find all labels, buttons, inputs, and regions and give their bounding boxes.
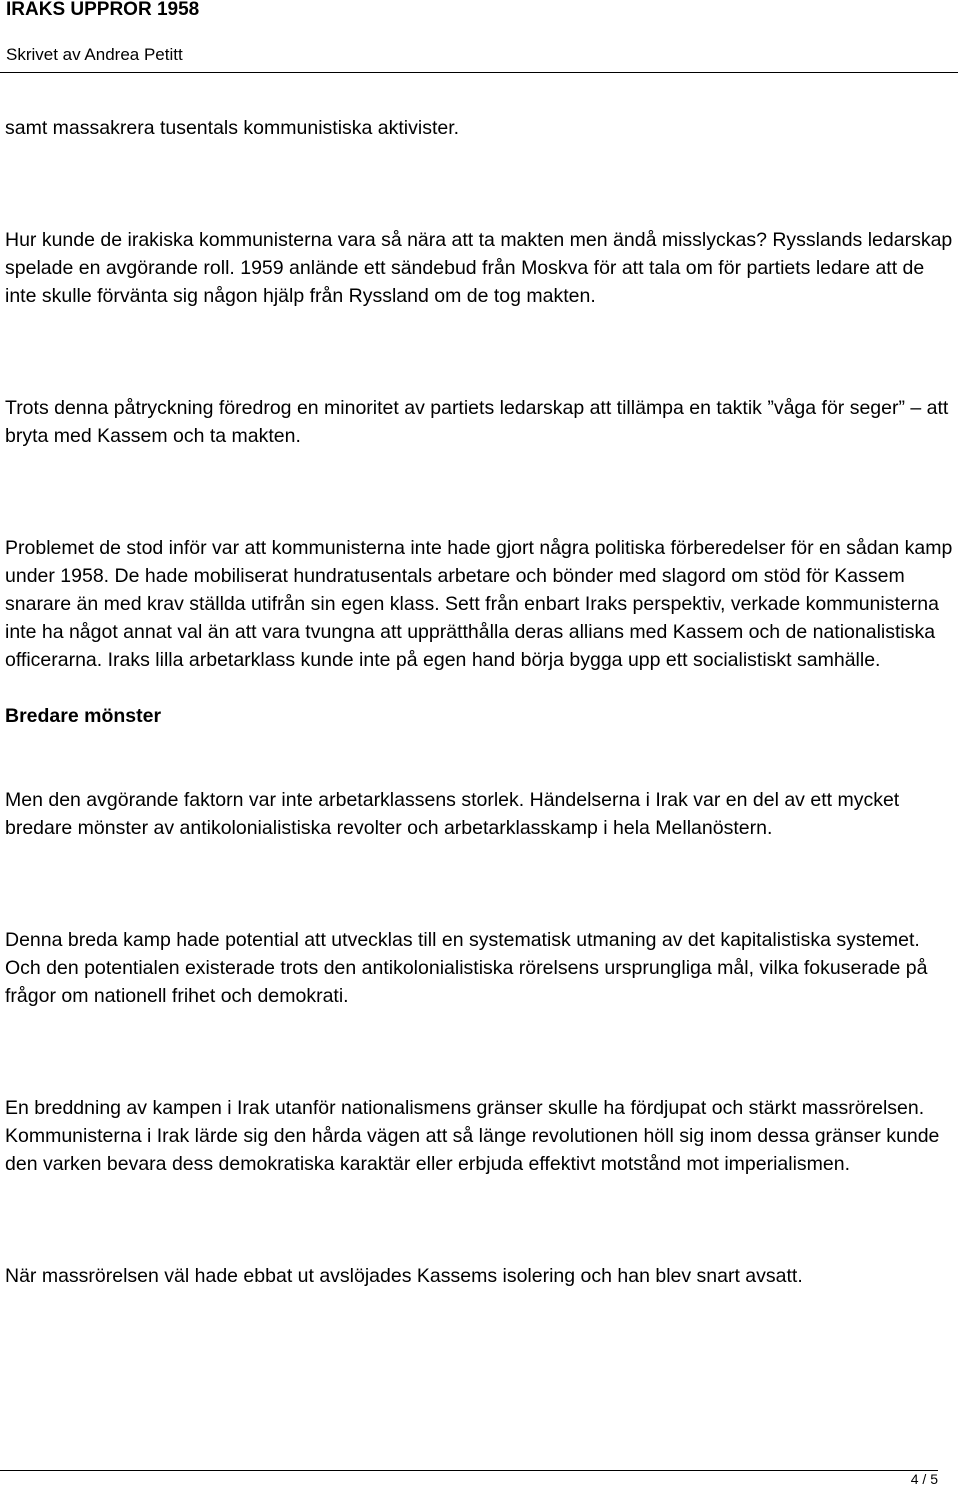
paragraph-spacer	[5, 842, 957, 926]
page-number: 4 / 5	[910, 1471, 938, 1487]
paragraph-spacer	[5, 730, 957, 786]
header-divider	[0, 72, 958, 73]
paragraph-spacer	[5, 142, 957, 226]
document-title: IRAKS UPPROR 1958	[6, 0, 200, 20]
paragraph-8: När massrörelsen väl hade ebbat ut avslöjades Kassems isolering och han blev snart avsatt.	[5, 1265, 803, 1287]
document-author: Skrivet av Andrea Petitt	[6, 45, 183, 64]
paragraph-spacer	[5, 310, 957, 394]
paragraph-7: En breddning av kampen i Irak utanför nationalismens gränser skulle ha fördjupat och stärkt massrörelsen. Kommunisterna i Irak lärde sig den hårda vägen att så länge revolutionen höll sig inom dessa gränser kunde den varken bevara dess demokratiska karaktär eller erbjuda effektivt motstånd mot imperialismen.	[5, 1097, 940, 1175]
paragraph-4: Problemet de stod inför var att kommunisterna inte hade gjort några politiska förberedelser för en sådan kamp under 1958. De hade mobiliserat hundratusentals arbetare och bönder med slagord om stöd för Kassem snarare än med krav ställda utifrån sin egen klass. Sett från enbart Iraks perspektiv, verkade kommunisterna inte ha något annat val än att vara tvungna att upprätthålla deras allians med Kassem och de nationalistiska officerarna. Iraks lilla arbetarklass kunde inte på egen hand börja bygga upp ett socialistiskt samhälle.	[5, 537, 953, 671]
paragraph-spacer	[5, 674, 957, 702]
paragraph-5: Men den avgörande faktorn var inte arbetarklassens storlek. Händelserna i Irak var en del av ett mycket bredare mönster av antikolonialistiska revolter och arbetarklasskamp i hela Mellanöstern.	[5, 789, 900, 839]
footer-divider	[0, 1470, 938, 1471]
paragraph-6: Denna breda kamp hade potential att utvecklas till en systematisk utmaning av det kapitalistiska systemet. Och den potentialen existerade trots den antikolonialistiska rörelsens ursprungliga mål, vilka fokuserade på frågor om nationell frihet och demokrati.	[5, 929, 928, 1007]
paragraph-spacer	[5, 1010, 957, 1094]
paragraph-spacer	[5, 450, 957, 534]
page-header	[0, 0, 960, 74]
section-heading: Bredare mönster	[5, 705, 162, 727]
paragraph-spacer	[5, 1178, 957, 1262]
paragraph-3: Trots denna påtryckning föredrog en minoritet av partiets ledarskap att tillämpa en taktik ”våga för seger” – att bryta med Kassem och ta makten.	[5, 397, 949, 447]
paragraph-1: samt massakrera tusentals kommunistiska aktivister.	[5, 117, 460, 139]
article-body	[5, 114, 957, 1290]
paragraph-2: Hur kunde de irakiska kommunisterna vara så nära att ta makten men ändå misslyckas? Rysslands ledarskap spelade en avgörande roll. 1959 anlände ett sändebud från Moskva för att tala om för partiets ledare att de inte skulle förvänta sig någon hjälp från Ryssland om de tog makten.	[5, 229, 953, 307]
